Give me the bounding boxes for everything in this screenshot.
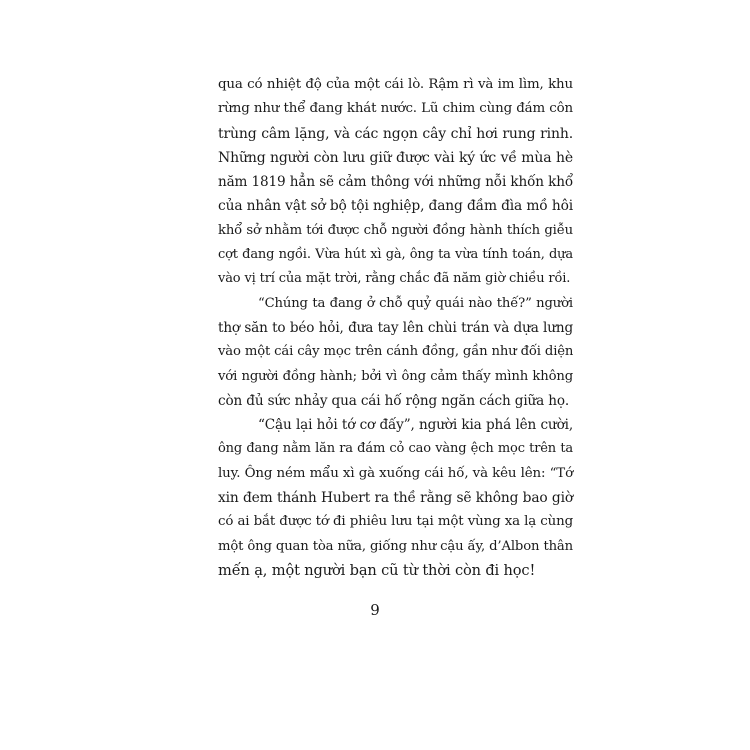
text-line: xin đem thánh Hubert ra thề rằng sẽ không bao giờ (218, 490, 573, 507)
text-line: ông đang nằm lăn ra đám cỏ cao vàng ệch mọc trên ta (218, 441, 573, 457)
text-line: với người đồng hành; bởi vì ông cảm thấy mình không (218, 368, 573, 384)
text-line: “Cậu lại hỏi tớ cơ đấy”, người kia phá lên cười, (258, 417, 573, 434)
text-line: trùng câm lặng, và các ngọn cây chỉ hơi rung rinh. (218, 125, 573, 142)
page-number: 9 (370, 601, 380, 619)
text-line: cợt đang ngồi. Vừa hút xì gà, ông ta vừa tính toán, dựa (218, 247, 573, 263)
text-line: mến ạ, một người bạn cũ từ thời còn đi học! (218, 561, 536, 579)
text-line: rừng như thể đang khát nước. Lũ chim cùng đám côn (218, 101, 573, 117)
text-line: vào vị trí của mặt trời, rằng chắc đã năm giờ chiều rồi. (218, 271, 571, 287)
text-line: Những người còn lưu giữ được vài ký ức về mùa hè (218, 149, 573, 166)
text-line: có ai bắt được tớ đi phiêu lưu tại một vùng xa lạ cùng (218, 514, 573, 530)
text-line: thợ săn to béo hỏi, đưa tay lên chùi trán và dựa lưng (218, 319, 573, 336)
text-line: qua có nhiệt độ của một cái lò. Rậm rì và im lìm, khu (218, 77, 573, 92)
text-line: vào một cái cây mọc trên cánh đồng, gần như đối diện (218, 344, 574, 360)
text-line: một ông quan tòa nữa, giống như cậu ấy, d’Albon thân (218, 538, 573, 554)
text-line: năm 1819 hẳn sẽ cảm thông với những nỗi khốn khổ (218, 174, 573, 191)
text-line: “Chúng ta đang ở chỗ quỷ quái nào thế?” người (258, 295, 573, 311)
text-line: còn đủ sức nhảy qua cái hố rộng ngăn cách giữa họ. (218, 392, 570, 409)
body-text (218, 73, 573, 583)
text-line: luy. Ông ném mẩu xì gà xuống cái hố, và kêu lên: “Tớ (218, 465, 573, 481)
text-line: khổ sở nhằm tới được chỗ người đồng hành thích giễu (218, 222, 573, 238)
text-line: của nhân vật sở bộ tội nghiệp, đang đầm đìa mồ hôi (218, 198, 573, 215)
